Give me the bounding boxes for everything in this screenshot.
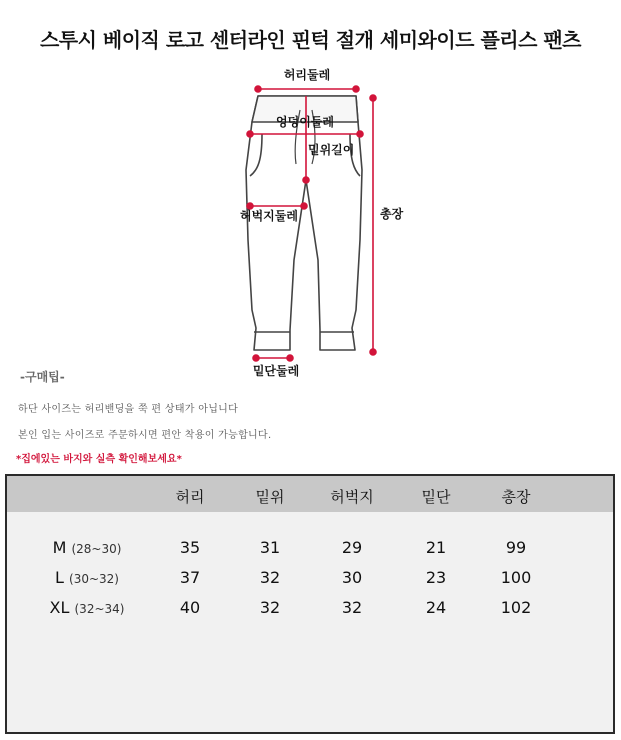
label-hem: 밑단둘레 [252, 364, 300, 378]
header-rise: 밑위 [255, 488, 285, 506]
header-hem: 밑단 [421, 488, 451, 506]
size-table [5, 474, 615, 734]
tip-line-1: 하단 사이즈는 허리밴딩을 쭉 편 상태가 아닙니다 [18, 404, 239, 415]
size-label [27, 568, 147, 587]
size-range: (30~32) [69, 572, 119, 586]
cell-waist: 37 [179, 568, 201, 587]
label-waist: 허리둘레 [283, 68, 331, 82]
header-length: 총장 [501, 488, 531, 506]
size-label [27, 538, 147, 557]
product-title: 스투시 베이직 로고 센터라인 핀턱 절개 세미와이드 플리스 팬츠 [39, 28, 582, 52]
tip-title: -구매팁- [20, 370, 65, 384]
table-row [7, 598, 613, 624]
cell-length: 99 [505, 538, 527, 557]
header-thigh: 허벅지 [330, 488, 374, 506]
cell-waist: 40 [179, 598, 201, 617]
cell-hem: 23 [425, 568, 447, 587]
size-name: M [52, 538, 67, 557]
label-hip: 엉덩이둘레 [276, 115, 334, 129]
header-waist: 허리 [175, 488, 205, 506]
size-range: (28~30) [71, 542, 122, 556]
size-table-header [7, 476, 613, 512]
size-name: L [55, 568, 64, 587]
cell-thigh: 29 [341, 538, 363, 557]
label-rise: 밑위길이 [308, 143, 355, 157]
label-thigh: 허벅지둘레 [240, 209, 298, 223]
cell-thigh: 32 [341, 598, 363, 617]
cell-rise: 32 [259, 598, 281, 617]
tip-warning: *집에있는 바지와 실측 확인해보세요* [16, 454, 182, 465]
cell-rise: 31 [259, 538, 281, 557]
tip-line-2: 본인 입는 사이즈로 주문하시면 편안 착용이 가능합니다. [18, 430, 272, 441]
cell-length: 102 [500, 598, 532, 617]
cell-thigh: 30 [341, 568, 363, 587]
size-name: XL [49, 598, 70, 617]
cell-waist: 35 [179, 538, 201, 557]
size-range: (32~34) [74, 602, 125, 616]
label-length: 총장 [380, 207, 404, 221]
cell-rise: 32 [259, 568, 281, 587]
size-label [27, 598, 147, 617]
table-row [7, 538, 613, 564]
table-row [7, 568, 613, 594]
pants-measurement-diagram [0, 60, 621, 390]
cell-hem: 24 [425, 598, 447, 617]
cell-hem: 21 [425, 538, 447, 557]
cell-length: 100 [500, 568, 532, 587]
